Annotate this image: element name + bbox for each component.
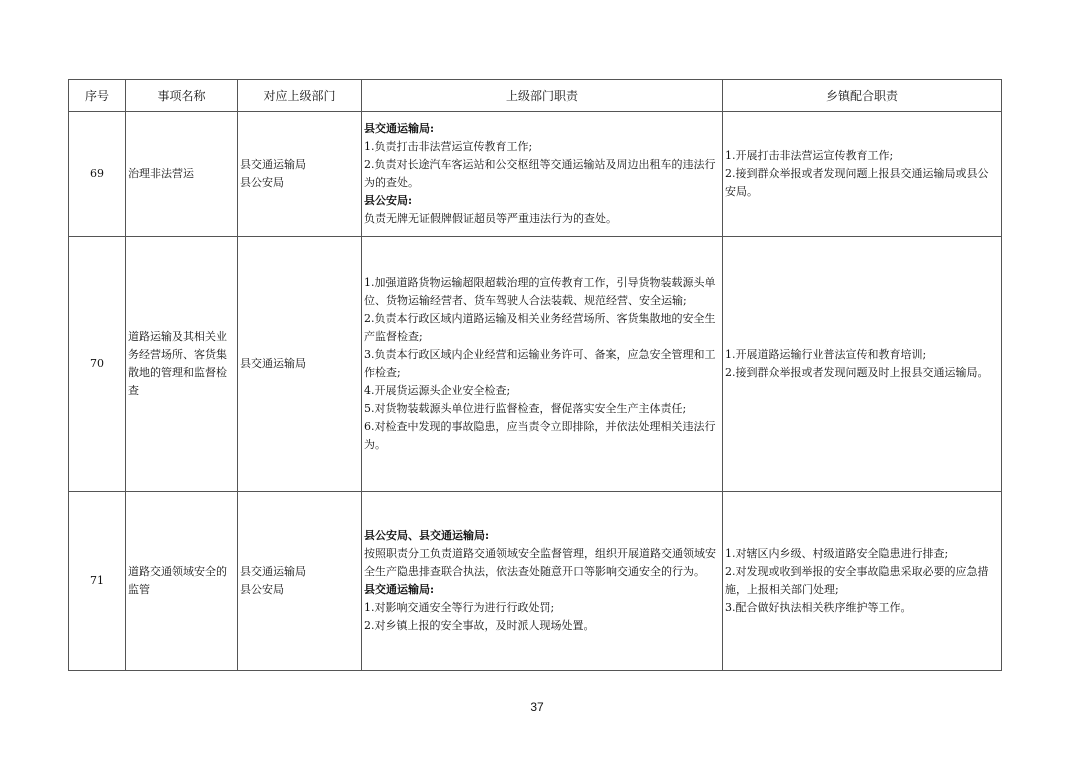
duty-line: 6.对检查中发现的事故隐患，应当责令立即排除，并依法处理相关违法行为。 [364,420,716,451]
item-name: 道路运输及其相关业务经营场所、客货集散地的管理和监督检查 [126,237,238,492]
town-duty-line: 1.开展打击非法营运宣传教育工作; [725,149,894,162]
town-duty-line: 2.接到群众举报或者发现问题上报县交通运输局或县公安局。 [725,167,989,198]
duty-line: 负责无牌无证假牌假证超员等严重违法行为的查处。 [364,212,617,225]
table-header-row [69,80,1002,112]
duty-heading: 县公安局、县交通运输局: [364,529,490,542]
table-row [69,112,1002,237]
duty-heading: 县交通运输局: [364,122,435,135]
header-number: 序号 [69,80,126,112]
duty-line: 2.负责本行政区域内道路运输及相关业务经营场所、客货集散地的安全生产监督检查; [364,312,716,343]
town-duty-cell [723,112,1002,237]
header-town-duty: 乡镇配合职责 [723,80,1002,112]
upper-duty-cell [362,112,723,237]
table-row [69,492,1002,671]
duty-table [68,79,1002,671]
town-duty-line: 3.配合做好执法相关秩序维护等工作。 [725,601,912,614]
upper-dept-cell [238,237,362,492]
duty-line: 按照职责分工负责道路交通领域安全监督管理，组织开展道路交通领域安全生产隐患排查联合执法，依法查处随意开口等影响交通安全的行为。 [364,547,716,578]
duty-line: 5.对货物装载源头单位进行监督检查，督促落实安全生产主体责任; [364,402,687,415]
town-duty-line: 1.开展道路运输行业普法宣传和教育培训; [725,348,927,361]
dept-line: 县交通运输局 [240,357,306,370]
row-number: 69 [69,112,126,237]
duty-heading: 县公安局: [364,194,413,207]
dept-line: 县公安局 [240,583,284,596]
upper-duty-cell [362,492,723,671]
duty-line: 2.对乡镇上报的安全事故，及时派人现场处置。 [364,619,595,632]
upper-duty-cell [362,237,723,492]
duty-line: 4.开展货运源头企业安全检查; [364,384,511,397]
upper-dept-cell [238,112,362,237]
duty-line: 1.加强道路货物运输超限超载治理的宣传教育工作，引导货物装载源头单位、货物运输经营者、货车驾驶人合法装载、规范经营、安全运输; [364,276,716,307]
duty-line: 2.负责对长途汽车客运站和公交枢纽等交通运输站及周边出租车的违法行为的查处。 [364,158,716,189]
table-row [69,237,1002,492]
dept-line: 县公安局 [240,176,284,189]
header-item-name: 事项名称 [126,80,238,112]
duty-line: 1.负责打击非法营运宣传教育工作; [364,140,533,153]
town-duty-cell [723,237,1002,492]
duty-heading: 县交通运输局: [364,583,435,596]
duty-line: 3.负责本行政区域内企业经营和运输业务许可、备案，应急安全管理和工作检查; [364,348,716,379]
row-number: 71 [69,492,126,671]
upper-dept-cell [238,492,362,671]
item-name: 道路交通领域安全的监管 [126,492,238,671]
dept-line: 县交通运输局 [240,158,306,171]
page-number: 37 [530,700,544,714]
town-duty-line: 1.对辖区内乡级、村级道路安全隐患进行排查; [725,547,949,560]
item-name: 治理非法营运 [126,112,238,237]
dept-line: 县交通运输局 [240,565,306,578]
town-duty-line: 2.对发现或收到举报的安全事故隐患采取必要的应急措施，上报相关部门处理; [725,565,989,596]
header-upper-dept: 对应上级部门 [238,80,362,112]
duty-line: 1.对影响交通安全等行为进行行政处罚; [364,601,555,614]
row-number: 70 [69,237,126,492]
town-duty-line: 2.接到群众举报或者发现问题及时上报县交通运输局。 [725,366,989,379]
town-duty-cell [723,492,1002,671]
header-upper-duty: 上级部门职责 [362,80,723,112]
